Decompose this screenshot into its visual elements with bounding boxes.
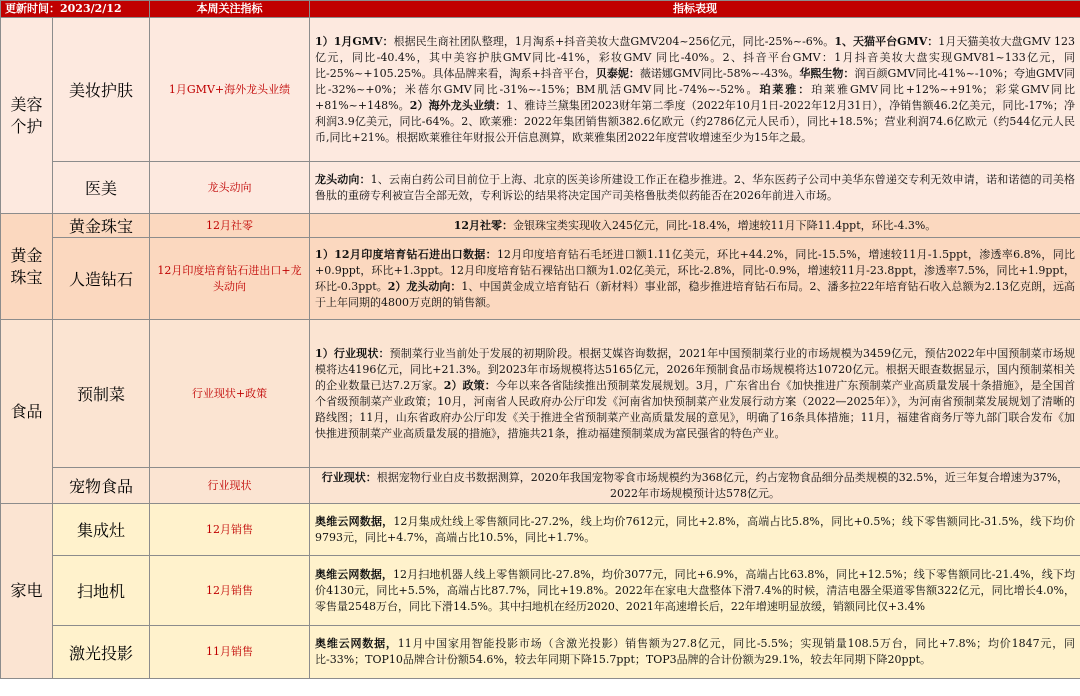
perf-text: 根据民生商社团队整理，1月淘系+抖音美妆大盘GMV204~256亿元，同比-25%~-6%。 <box>393 34 835 48</box>
table-row <box>1 320 1080 468</box>
table-row <box>1 214 1080 238</box>
focus-laser-projector: 11月销售 <box>150 626 310 679</box>
subcategory-lab-diamond: 人造钻石 <box>53 238 150 320</box>
perf-heading: 贝泰妮： <box>595 66 640 80</box>
header-performance: 指标表现 <box>310 1 1080 18</box>
category-appliance: 家电 <box>1 504 53 679</box>
perf-text: 润百颜GMV同比-41%~-10%；夸迪GMV同比-32%~+0%；米蓓尔GMV同比-31%~-15%；BM肌活GMV同比-74%~-52%。 <box>315 66 1076 96</box>
perf-heading: 奥维云网数据， <box>315 567 393 581</box>
perf-text: 薇诺娜GMV同比-58%~-43%。 <box>639 66 800 80</box>
update-time: 更新时间：2023/2/12 <box>1 1 150 18</box>
perf-text: 12月集成灶线上零售额同比-27.2%，线上均价7612元，同比+2.8%，高端占比5.8%，同比+0.5%；线下零售额同比-31.5%，线下均价9793元，同比+4.7%，高端占比10.5%，同比+1.7%。 <box>315 514 1075 544</box>
perf-heading: 龙头动向： <box>315 172 371 186</box>
table-row <box>1 556 1080 626</box>
perf-text: 1、中国黄金成立培育钻石（新材料）事业部，稳步推进培育钻石布局。2、潘多拉22年培育钻石收入总额为2.13亿克朗，远高于上年同期的4800万克朗的销售额。 <box>315 279 1076 309</box>
table-row <box>1 18 1080 162</box>
subcategory-integrated-stove: 集成灶 <box>53 504 150 556</box>
table-row <box>1 162 1080 214</box>
focus-medical-beauty: 龙头动向 <box>150 162 310 214</box>
perf-text: 今年以来各省陆续推出预制菜发展规划。3月，广东省出台《加快推进广东预制菜产业高质量发展十条措施》，是全国首个省级预制菜产业政策；10月，河南省人民政府办公厅印发《河南省加快预制菜产业发展行动方案（2022—2025年）》，为河南省预制菜发展规划了清晰的路线图；11月，山东省政府办公厅印发《关于推进全省预制菜产业高质量发展的意见》，明确了16条具体措施；11月，福建省商务厅等九部门联合发布《加快推进预制菜产业高质量发展的措施》，措施共21条，推动福建预制菜成为富民强省的特色产业。 <box>315 378 1076 440</box>
perf-heading: 1）12月印度培育钻石进出口数据： <box>315 247 497 261</box>
perf-heading: 华熙生物： <box>799 66 855 80</box>
focus-jewelry: 12月社零 <box>150 214 310 238</box>
perf-text: 12月扫地机器人线上零售额同比-27.8%，均价3077元，同比+6.9%，高端占比63.8%，同比+12.5%；线下零售额同比-21.4%，线下均价4130元，同比+5.5%，高端占比87.7%，同比+19.8%。2022年在家电大盘整体下滑7.4%的时候，清洁电器全渠道零售额322亿元，同比增长4.0%，零售量2548万台，同比下滑14.5%。其中扫地机在经历2020、2021年高速增长后，22年增速明显放缓，销额同比仅+3.4% <box>315 567 1075 613</box>
category-gold <box>1 214 53 320</box>
perf-heading: 2）海外龙头业绩： <box>409 98 507 112</box>
perf-robot-vacuum <box>310 556 1080 626</box>
perf-text: 12月印度培育钻石毛坯进口额1.11亿美元，环比+44.2%，同比-15.5%，增速较11月-1.5ppt，渗透率6.8%，同比+0.9ppt，环比+1.3ppt。12月印度培育钻石裸钻出口额为1.02亿美元，环比-2.8%，同比-0.9%，增速较11月-23.8ppt，渗透率7.5%，同比+1.9ppt，环比-0.3ppt。 <box>315 247 1076 293</box>
perf-heading: 1）行业现状： <box>315 346 390 360</box>
perf-text: 1、雅诗兰黛集团2023财年第二季度（2022年10月1日-2022年12月31日），净销售额46.2亿美元，同比-17%；净利润3.9亿美元，同比-64%。2、欧莱雅：2022年集团销售额382.6亿欧元（约2786亿元人民币），同比+18.5%；营业利润74.6亿欧元（约544亿元人民币,同比+21%。根据欧莱雅往年财报公开信息测算，欧莱雅集团2022年度营收增速至少为15年之最。 <box>315 98 1075 144</box>
perf-heading: 奥维云网数据， <box>315 637 398 650</box>
subcategory-laser-projector: 激光投影 <box>53 626 150 679</box>
category-label: 黄金珠宝 <box>10 245 43 287</box>
perf-heading: 奥维云网数据， <box>315 514 394 528</box>
subcategory-skincare: 美妆护肤 <box>53 18 150 162</box>
header-focus: 本周关注指标 <box>150 1 310 18</box>
perf-jewelry <box>310 214 1080 238</box>
perf-integrated-stove <box>310 504 1080 556</box>
perf-heading: 1）1月GMV： <box>315 34 394 48</box>
perf-skincare <box>310 18 1080 162</box>
perf-text: 预制菜行业当前处于发展的初期阶段。根据艾媒咨询数据，2021年中国预制菜行业的市场规模为3459亿元，预估2022年中国预制菜市场规模将达4196亿元，同比+21.3%。到2023年市场规模将达5165亿元，2026年预制食品市场规模将达10720亿元。根据天眼查数据显示，国内预制菜相关的企业数量已达7.2万家。 <box>315 346 1076 392</box>
table-header-row <box>1 1 1080 18</box>
subcategory-medical-beauty: 医美 <box>53 162 150 214</box>
focus-pet-food: 行业现状 <box>150 468 310 504</box>
perf-heading: 珀莱雅： <box>759 82 812 96</box>
perf-text: 根据宠物行业白皮书数据测算，2020年我国宠物零食市场规模约为368亿元，约占宠物食品细分品类规模的32.5%，近三年复合增速为37%，2022年市场规模预计达578亿元。 <box>376 470 1069 500</box>
perf-medical-beauty <box>310 162 1080 214</box>
subcategory-pet-food: 宠物食品 <box>53 468 150 504</box>
subcategory-jewelry: 黄金珠宝 <box>53 214 150 238</box>
table-row <box>1 626 1080 679</box>
table-row <box>1 468 1080 504</box>
perf-heading: 12月社零： <box>453 218 513 232</box>
table-row <box>1 238 1080 320</box>
perf-text: 1月天猫美妆大盘GMV 123亿元，同比-40.4%，其中美容护肤GMV同比-41%，彩妆GMV 同比-40%。2、抖音平台GMV：1月抖音美妆大盘实现GMV81~133亿元，同比-25%~+105.25%。具体品牌来看，淘系+抖音平台， <box>315 34 1076 80</box>
table-row <box>1 504 1080 556</box>
perf-lab-diamond <box>310 238 1080 320</box>
perf-heading: 2）龙头动向： <box>387 279 462 293</box>
focus-integrated-stove: 12月销售 <box>150 504 310 556</box>
perf-prepared-food <box>310 320 1080 468</box>
perf-pet-food <box>310 468 1080 504</box>
category-food: 食品 <box>1 320 53 504</box>
perf-heading: 1、天猫平台GMV： <box>834 34 939 48</box>
category-beauty <box>1 18 53 214</box>
focus-robot-vacuum: 12月销售 <box>150 556 310 626</box>
perf-laser-projector <box>310 626 1080 679</box>
subcategory-robot-vacuum: 扫地机 <box>53 556 150 626</box>
perf-text: 11月中国家用智能投影市场（含激光投影）销售额为27.8亿元，同比-5.5%；实现销量108.5万台，同比+7.8%；均价1847元，同比-33%；TOP10品牌合计份额54.6%，较去年同期下降15.7ppt；TOP3品牌的合计份额为29.1%，较去年同期下降20ppt。 <box>315 637 1076 666</box>
subcategory-prepared-food: 预制菜 <box>53 320 150 468</box>
perf-text: 1、云南白药公司目前位于上海、北京的医美诊所建设工作正在稳步推进。2、华东医药子公司中美华东曾递交专利无效申请，诺和诺德的司美格鲁肽的重磅专利被宣告全部无效，专利诉讼的结果将决定国产司美格鲁肽类似药能否在2026年前进入市场。 <box>315 172 1076 202</box>
category-label: 美容个护 <box>10 94 43 136</box>
perf-text: 金银珠宝类实现收入245亿元，同比-18.4%，增速较11月下降11.4ppt，环比-4.3%。 <box>513 218 937 232</box>
perf-heading: 2）政策： <box>443 378 496 392</box>
perf-heading: 行业现状： <box>321 470 377 484</box>
focus-lab-diamond: 12月印度培育钻石进出口+龙头动向 <box>150 238 310 320</box>
focus-skincare: 1月GMV+海外龙头业绩 <box>150 18 310 162</box>
perf-text: 珀莱雅GMV同比+12%~+91%；彩棠GMV同比+81%~+148%。 <box>315 82 1076 112</box>
focus-prepared-food: 行业现状+政策 <box>150 320 310 468</box>
